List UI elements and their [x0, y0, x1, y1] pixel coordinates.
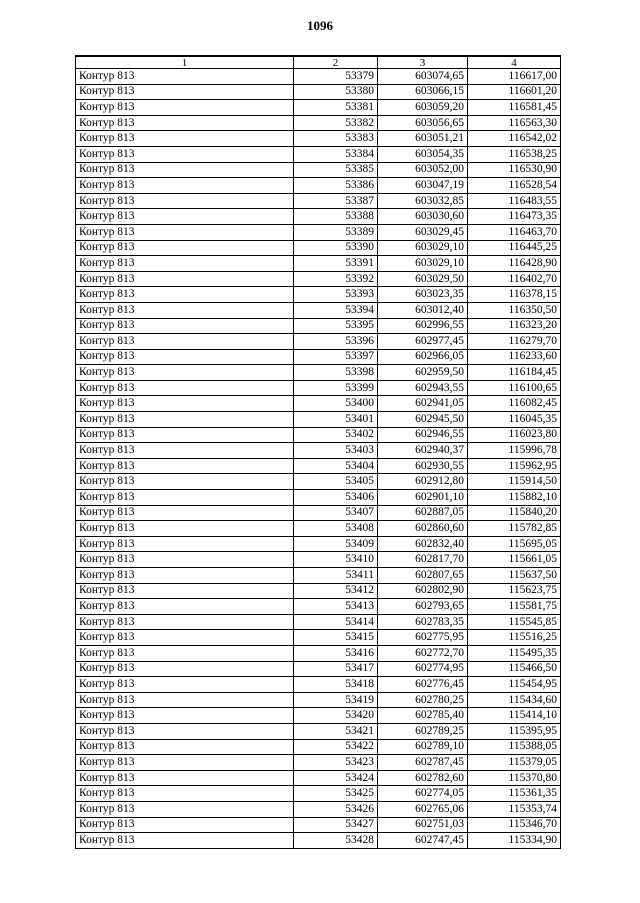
contour-name-cell: Контур 813 — [76, 645, 294, 661]
contour-name-cell: Контур 813 — [76, 209, 294, 225]
x-coordinate-cell: 602765,06 — [378, 801, 468, 817]
y-coordinate-cell: 115466,50 — [468, 661, 561, 677]
y-coordinate-cell: 116045,35 — [468, 412, 561, 428]
contour-name-cell: Контур 813 — [76, 162, 294, 178]
table-row — [76, 69, 561, 85]
y-coordinate-cell: 115414,10 — [468, 708, 561, 724]
x-coordinate-cell: 602941,05 — [378, 396, 468, 412]
x-coordinate-cell: 602966,05 — [378, 349, 468, 365]
x-coordinate-cell: 603047,19 — [378, 178, 468, 194]
y-coordinate-cell: 116402,70 — [468, 271, 561, 287]
y-coordinate-cell: 116100,65 — [468, 380, 561, 396]
contour-name-cell: Контур 813 — [76, 474, 294, 490]
y-coordinate-cell: 115661,05 — [468, 552, 561, 568]
contour-name-cell: Контур 813 — [76, 131, 294, 147]
contour-name-cell: Контур 813 — [76, 193, 294, 209]
y-coordinate-cell: 116428,90 — [468, 256, 561, 272]
y-coordinate-cell: 115495,35 — [468, 645, 561, 661]
table-row — [76, 723, 561, 739]
x-coordinate-cell: 603030,60 — [378, 209, 468, 225]
table-row — [76, 536, 561, 552]
y-coordinate-cell: 115581,75 — [468, 599, 561, 615]
table-row — [76, 770, 561, 786]
y-coordinate-cell: 116323,20 — [468, 318, 561, 334]
point-number-cell: 53397 — [294, 349, 378, 365]
contour-name-cell: Контур 813 — [76, 240, 294, 256]
page-number: 1096 — [307, 18, 333, 33]
table-row — [76, 287, 561, 303]
x-coordinate-cell: 602747,45 — [378, 833, 468, 849]
y-coordinate-cell: 115334,90 — [468, 833, 561, 849]
x-coordinate-cell: 603023,35 — [378, 287, 468, 303]
point-number-cell: 53421 — [294, 723, 378, 739]
x-coordinate-cell: 602772,70 — [378, 645, 468, 661]
x-coordinate-cell: 602793,65 — [378, 599, 468, 615]
y-coordinate-cell: 116023,80 — [468, 427, 561, 443]
point-number-cell: 53417 — [294, 661, 378, 677]
point-number-cell: 53385 — [294, 162, 378, 178]
y-coordinate-cell: 116233,60 — [468, 349, 561, 365]
point-number-cell: 53410 — [294, 552, 378, 568]
point-number-cell: 53414 — [294, 614, 378, 630]
point-number-cell: 53394 — [294, 302, 378, 318]
point-number-cell: 53412 — [294, 583, 378, 599]
table-row — [76, 755, 561, 771]
point-number-cell: 53411 — [294, 568, 378, 584]
contour-name-cell: Контур 813 — [76, 349, 294, 365]
contour-name-cell: Контур 813 — [76, 770, 294, 786]
y-coordinate-cell: 115637,50 — [468, 568, 561, 584]
point-number-cell: 53386 — [294, 178, 378, 194]
table-row — [76, 661, 561, 677]
contour-name-cell: Контур 813 — [76, 583, 294, 599]
table-row — [76, 349, 561, 365]
table-row — [76, 84, 561, 100]
contour-name-cell: Контур 813 — [76, 427, 294, 443]
table-row — [76, 568, 561, 584]
table-row — [76, 474, 561, 490]
x-coordinate-cell: 603066,15 — [378, 84, 468, 100]
contour-name-cell: Контур 813 — [76, 505, 294, 521]
x-coordinate-cell: 603052,00 — [378, 162, 468, 178]
x-coordinate-cell: 602785,40 — [378, 708, 468, 724]
table-row — [76, 817, 561, 833]
x-coordinate-cell: 602977,45 — [378, 334, 468, 350]
contour-name-cell: Контур 813 — [76, 146, 294, 162]
contour-name-cell: Контур 813 — [76, 84, 294, 100]
y-coordinate-cell: 116473,35 — [468, 209, 561, 225]
x-coordinate-cell: 602912,80 — [378, 474, 468, 490]
point-number-cell: 53422 — [294, 739, 378, 755]
x-coordinate-cell: 602943,55 — [378, 380, 468, 396]
contour-name-cell: Контур 813 — [76, 271, 294, 287]
y-coordinate-cell: 116378,15 — [468, 287, 561, 303]
y-coordinate-cell: 116538,25 — [468, 146, 561, 162]
x-coordinate-cell: 603054,35 — [378, 146, 468, 162]
x-coordinate-cell: 603029,50 — [378, 271, 468, 287]
point-number-cell: 53404 — [294, 458, 378, 474]
table-row — [76, 334, 561, 350]
y-coordinate-cell: 115454,95 — [468, 677, 561, 693]
table-row — [76, 193, 561, 209]
y-coordinate-cell: 115370,80 — [468, 770, 561, 786]
y-coordinate-cell: 115395,95 — [468, 723, 561, 739]
contour-name-cell: Контур 813 — [76, 69, 294, 85]
point-number-cell: 53393 — [294, 287, 378, 303]
x-coordinate-cell: 602802,90 — [378, 583, 468, 599]
point-number-cell: 53418 — [294, 677, 378, 693]
y-coordinate-cell: 115882,10 — [468, 490, 561, 506]
point-number-cell: 53409 — [294, 536, 378, 552]
point-number-cell: 53381 — [294, 100, 378, 116]
contour-name-cell: Контур 813 — [76, 817, 294, 833]
y-coordinate-cell: 115840,20 — [468, 505, 561, 521]
x-coordinate-cell: 603029,10 — [378, 240, 468, 256]
contour-name-cell: Контур 813 — [76, 302, 294, 318]
table-row — [76, 115, 561, 131]
x-coordinate-cell: 602832,40 — [378, 536, 468, 552]
y-coordinate-cell: 115353,74 — [468, 801, 561, 817]
point-number-cell: 53379 — [294, 69, 378, 85]
point-number-cell: 53388 — [294, 209, 378, 225]
x-coordinate-cell: 602807,65 — [378, 568, 468, 584]
table-row — [76, 427, 561, 443]
point-number-cell: 53425 — [294, 786, 378, 802]
contour-name-cell: Контур 813 — [76, 365, 294, 381]
y-coordinate-cell: 116542,02 — [468, 131, 561, 147]
table-row — [76, 739, 561, 755]
y-coordinate-cell: 116530,90 — [468, 162, 561, 178]
contour-name-cell: Контур 813 — [76, 100, 294, 116]
point-number-cell: 53391 — [294, 256, 378, 272]
y-coordinate-cell: 116082,45 — [468, 396, 561, 412]
y-coordinate-cell: 116463,70 — [468, 224, 561, 240]
x-coordinate-cell: 603029,45 — [378, 224, 468, 240]
contour-name-cell: Контур 813 — [76, 458, 294, 474]
point-number-cell: 53420 — [294, 708, 378, 724]
contour-name-cell: Контур 813 — [76, 786, 294, 802]
y-coordinate-cell: 115545,85 — [468, 614, 561, 630]
x-coordinate-cell: 603074,65 — [378, 69, 468, 85]
y-coordinate-cell: 116601,20 — [468, 84, 561, 100]
table-row — [76, 318, 561, 334]
point-number-cell: 53390 — [294, 240, 378, 256]
x-coordinate-cell: 602945,50 — [378, 412, 468, 428]
coordinates-table — [75, 55, 561, 849]
table-row — [76, 505, 561, 521]
y-coordinate-cell: 115346,70 — [468, 817, 561, 833]
x-coordinate-cell: 603032,85 — [378, 193, 468, 209]
point-number-cell: 53426 — [294, 801, 378, 817]
table-row — [76, 552, 561, 568]
contour-name-cell: Контур 813 — [76, 536, 294, 552]
x-coordinate-cell: 603056,65 — [378, 115, 468, 131]
y-coordinate-cell: 116581,45 — [468, 100, 561, 116]
x-coordinate-cell: 602783,35 — [378, 614, 468, 630]
contour-name-cell: Контур 813 — [76, 801, 294, 817]
x-coordinate-cell: 602789,10 — [378, 739, 468, 755]
y-coordinate-cell: 116483,55 — [468, 193, 561, 209]
table-row — [76, 256, 561, 272]
table-row — [76, 162, 561, 178]
x-coordinate-cell: 602901,10 — [378, 490, 468, 506]
x-coordinate-cell: 602776,45 — [378, 677, 468, 693]
y-coordinate-cell: 115388,05 — [468, 739, 561, 755]
point-number-cell: 53380 — [294, 84, 378, 100]
point-number-cell: 53403 — [294, 443, 378, 459]
point-number-cell: 53423 — [294, 755, 378, 771]
contour-name-cell: Контур 813 — [76, 224, 294, 240]
contour-name-cell: Контур 813 — [76, 833, 294, 849]
contour-name-cell: Контур 813 — [76, 287, 294, 303]
table-row — [76, 692, 561, 708]
table-row — [76, 677, 561, 693]
contour-name-cell: Контур 813 — [76, 708, 294, 724]
y-coordinate-cell: 115434,60 — [468, 692, 561, 708]
contour-name-cell: Контур 813 — [76, 380, 294, 396]
table-row — [76, 630, 561, 646]
point-number-cell: 53382 — [294, 115, 378, 131]
y-coordinate-cell: 115782,85 — [468, 521, 561, 537]
table-row — [76, 490, 561, 506]
table-row — [76, 521, 561, 537]
contour-name-cell: Контур 813 — [76, 318, 294, 334]
point-number-cell: 53398 — [294, 365, 378, 381]
point-number-cell: 53413 — [294, 599, 378, 615]
column-header-2: 2 — [294, 56, 378, 69]
contour-name-cell: Контур 813 — [76, 739, 294, 755]
x-coordinate-cell: 602817,70 — [378, 552, 468, 568]
table-row — [76, 209, 561, 225]
y-coordinate-cell: 115962,95 — [468, 458, 561, 474]
y-coordinate-cell: 116445,25 — [468, 240, 561, 256]
x-coordinate-cell: 602751,03 — [378, 817, 468, 833]
table-row — [76, 131, 561, 147]
table-row — [76, 100, 561, 116]
x-coordinate-cell: 602996,55 — [378, 318, 468, 334]
point-number-cell: 53383 — [294, 131, 378, 147]
contour-name-cell: Контур 813 — [76, 692, 294, 708]
contour-name-cell: Контур 813 — [76, 334, 294, 350]
column-header-4: 4 — [468, 56, 561, 69]
column-header-1: 1 — [76, 56, 294, 69]
x-coordinate-cell: 603029,10 — [378, 256, 468, 272]
contour-name-cell: Контур 813 — [76, 723, 294, 739]
contour-name-cell: Контур 813 — [76, 661, 294, 677]
contour-name-cell: Контур 813 — [76, 490, 294, 506]
point-number-cell: 53401 — [294, 412, 378, 428]
contour-name-cell: Контур 813 — [76, 677, 294, 693]
y-coordinate-cell: 115914,50 — [468, 474, 561, 490]
x-coordinate-cell: 602860,60 — [378, 521, 468, 537]
point-number-cell: 53427 — [294, 817, 378, 833]
x-coordinate-cell: 602946,55 — [378, 427, 468, 443]
x-coordinate-cell: 602774,05 — [378, 786, 468, 802]
contour-name-cell: Контур 813 — [76, 599, 294, 615]
contour-name-cell: Контур 813 — [76, 755, 294, 771]
point-number-cell: 53392 — [294, 271, 378, 287]
table-row — [76, 786, 561, 802]
x-coordinate-cell: 602887,05 — [378, 505, 468, 521]
point-number-cell: 53395 — [294, 318, 378, 334]
point-number-cell: 53396 — [294, 334, 378, 350]
point-number-cell: 53424 — [294, 770, 378, 786]
y-coordinate-cell: 115516,25 — [468, 630, 561, 646]
contour-name-cell: Контур 813 — [76, 412, 294, 428]
table-row — [76, 240, 561, 256]
contour-name-cell: Контур 813 — [76, 630, 294, 646]
x-coordinate-cell: 603051,21 — [378, 131, 468, 147]
table-row — [76, 271, 561, 287]
contour-name-cell: Контур 813 — [76, 521, 294, 537]
contour-name-cell: Контур 813 — [76, 443, 294, 459]
table-row — [76, 599, 561, 615]
point-number-cell: 53407 — [294, 505, 378, 521]
point-number-cell: 53415 — [294, 630, 378, 646]
contour-name-cell: Контур 813 — [76, 552, 294, 568]
y-coordinate-cell: 115623,75 — [468, 583, 561, 599]
x-coordinate-cell: 602787,45 — [378, 755, 468, 771]
table-row — [76, 458, 561, 474]
point-number-cell: 53387 — [294, 193, 378, 209]
y-coordinate-cell: 115695,05 — [468, 536, 561, 552]
point-number-cell: 53419 — [294, 692, 378, 708]
x-coordinate-cell: 602930,55 — [378, 458, 468, 474]
table-row — [76, 146, 561, 162]
table-row — [76, 380, 561, 396]
x-coordinate-cell: 603012,40 — [378, 302, 468, 318]
table-row — [76, 614, 561, 630]
point-number-cell: 53408 — [294, 521, 378, 537]
table-row — [76, 396, 561, 412]
contour-name-cell: Контур 813 — [76, 396, 294, 412]
table-row — [76, 443, 561, 459]
table-row — [76, 583, 561, 599]
y-coordinate-cell: 116279,70 — [468, 334, 561, 350]
x-coordinate-cell: 602780,25 — [378, 692, 468, 708]
y-coordinate-cell: 116563,30 — [468, 115, 561, 131]
point-number-cell: 53389 — [294, 224, 378, 240]
y-coordinate-cell: 115361,35 — [468, 786, 561, 802]
point-number-cell: 53406 — [294, 490, 378, 506]
point-number-cell: 53402 — [294, 427, 378, 443]
column-header-3: 3 — [378, 56, 468, 69]
x-coordinate-cell: 602782,60 — [378, 770, 468, 786]
table-row — [76, 801, 561, 817]
x-coordinate-cell: 602959,50 — [378, 365, 468, 381]
table-row — [76, 178, 561, 194]
point-number-cell: 53399 — [294, 380, 378, 396]
contour-name-cell: Контур 813 — [76, 115, 294, 131]
table-body — [76, 69, 561, 849]
x-coordinate-cell: 603059,20 — [378, 100, 468, 116]
y-coordinate-cell: 115996,78 — [468, 443, 561, 459]
point-number-cell: 53384 — [294, 146, 378, 162]
contour-name-cell: Контур 813 — [76, 614, 294, 630]
table-row — [76, 708, 561, 724]
y-coordinate-cell: 116350,50 — [468, 302, 561, 318]
x-coordinate-cell: 602774,95 — [378, 661, 468, 677]
table-row — [76, 412, 561, 428]
contour-name-cell: Контур 813 — [76, 568, 294, 584]
y-coordinate-cell: 116184,45 — [468, 365, 561, 381]
y-coordinate-cell: 115379,05 — [468, 755, 561, 771]
x-coordinate-cell: 602940,37 — [378, 443, 468, 459]
y-coordinate-cell: 116528,54 — [468, 178, 561, 194]
point-number-cell: 53416 — [294, 645, 378, 661]
contour-name-cell: Контур 813 — [76, 178, 294, 194]
contour-name-cell: Контур 813 — [76, 256, 294, 272]
table-header-row — [76, 56, 561, 69]
x-coordinate-cell: 602789,25 — [378, 723, 468, 739]
y-coordinate-cell: 116617,00 — [468, 69, 561, 85]
point-number-cell: 53428 — [294, 833, 378, 849]
table-row — [76, 645, 561, 661]
table-row — [76, 365, 561, 381]
table-row — [76, 833, 561, 849]
table-row — [76, 302, 561, 318]
x-coordinate-cell: 602775,95 — [378, 630, 468, 646]
point-number-cell: 53405 — [294, 474, 378, 490]
point-number-cell: 53400 — [294, 396, 378, 412]
table-row — [76, 224, 561, 240]
